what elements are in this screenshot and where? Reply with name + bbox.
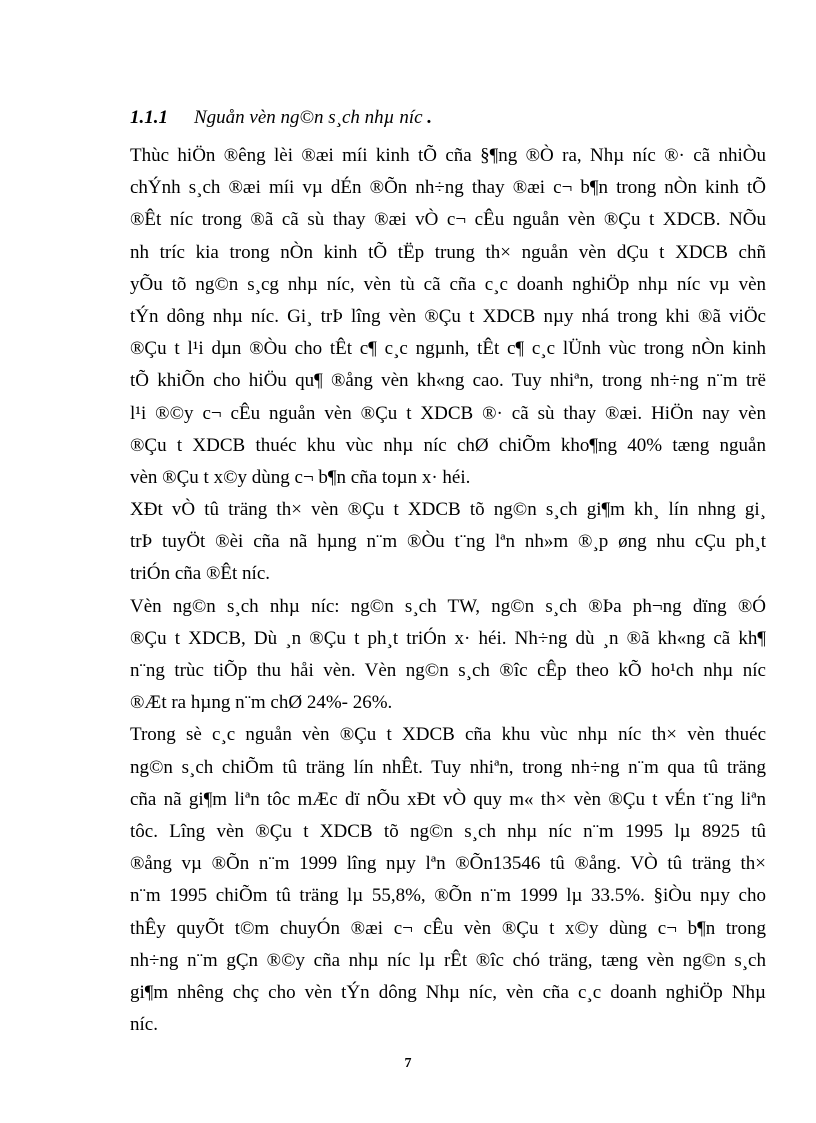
section-title: Nguån vèn ng©n s¸ch nhµ níc <box>194 107 423 128</box>
text-line: ®ång vµ ®Õn n¨m 1999 lîng nµy lªn ®Õn13546 tû ®ång. VÒ tû träng th× <box>130 853 766 875</box>
text-line: ng©n s¸ch chiÕm tû träng lín nhÊt. Tuy nhiªn, trong nh÷ng n¨m qua tû träng <box>130 756 766 778</box>
text-line: ®Æt ra hµng n¨m chØ 24%- 26%. <box>130 692 393 714</box>
text-line: cña nã gi¶m liªn tôc mÆc dï nÕu xÐt vÒ quy m« th× vèn ®Çu t vÉn t¨ng liªn <box>130 788 766 810</box>
text-line: trÞ tuyÖt ®èi cña nã hµng n¨m ®Òu t¨ng lªn nh»m ®¸p øng nhu cÇu ph¸t <box>130 531 766 553</box>
section-heading <box>130 107 432 129</box>
text-line: ®Çu t XDCB thuéc khu vùc nhµ níc chØ chiÕm kho¶ng 40% tæng nguån <box>130 434 766 456</box>
text-line: XÐt vÒ tû träng th× vèn ®Çu t XDCB tõ ng©n s¸ch gi¶m kh¸ lín nhng gi¸ <box>130 499 766 521</box>
text-line: Vèn ng©n s¸ch nhµ níc: ng©n s¸ch TW, ng©n s¸ch ®Þa ph¬ng dïng ®Ó <box>130 595 766 617</box>
text-line: tÕ khiÕn cho hiÖu qu¶ ®ång vèn kh«ng cao. Tuy nhiªn, trong nh÷ng n¨m trë <box>130 370 766 392</box>
text-line: Trong sè c¸c nguån vèn ®Çu t XDCB cña khu vùc nhµ níc th× vèn thuéc <box>130 724 766 746</box>
text-line: nh÷ng n¨m gÇn ®©y cña nhµ níc lµ rÊt ®îc chó träng, tæng vèn ng©n s¸ch <box>130 949 766 971</box>
text-line: Thùc hiÖn ®êng lèi ®æi míi kinh tÕ cña §¶ng ®Ò ra, Nhµ níc ®· cã nhiÒu <box>130 145 766 166</box>
page-number: 7 <box>404 1056 412 1071</box>
section-number: 1.1.1 <box>130 107 168 128</box>
text-line: triÓn cña ®Êt níc. <box>130 563 271 585</box>
text-line: n¨m 1995 chiÕm tû träng lµ 55,8%, ®Õn n¨m 1999 lµ 33.5%. §iÒu nµy cho <box>130 885 766 907</box>
text-line: gi¶m nhêng chç cho vèn tÝn dông Nhµ níc, vèn cña c¸c doanh nghiÖp Nhµ <box>130 981 766 1003</box>
text-line: vèn ®Çu t x©y dùng c¬ b¶n cña toµn x· héi. <box>130 466 471 488</box>
text-line: thÊy quyÕt t©m chuyÓn ®æi c¬ cÊu vèn ®Çu t x©y dùng c¬ b¶n trong <box>130 917 766 939</box>
text-line: ®Êt níc trong ®ã cã sù thay ®æi vÒ c¬ cÊu nguån vèn ®Çu t XDCB. NÕu <box>130 209 766 231</box>
text-line: tôc. Lîng vèn ®Çu t XDCB tõ ng©n s¸ch nhµ níc n¨m 1995 lµ 8925 tû <box>130 820 766 842</box>
text-line: n¨ng trùc tiÕp thu håi vèn. Vèn ng©n s¸ch ®îc cÊp theo kÕ ho¹ch nhµ níc <box>130 660 766 681</box>
body-text <box>130 140 766 1041</box>
text-line: ®Çu t l¹i dµn ®Òu cho tÊt c¶ c¸c ngµnh, tÊt c¶ c¸c lÜnh vùc trong nÒn kinh <box>130 338 766 360</box>
text-line: l¹i ®©y c¬ cÊu nguån vèn ®Çu t XDCB ®· cã sù thay ®æi. HiÖn nay vèn <box>130 402 766 424</box>
text-line: ®Çu t XDCB, Dù ¸n ®Çu t ph¸t triÓn x· héi. Nh÷ng dù ¸n ®ã kh«ng cã kh¶ <box>130 627 766 649</box>
section-title-dot: . <box>427 107 433 128</box>
text-line: níc. <box>130 1014 158 1036</box>
text-line: chÝnh s¸ch ®æi míi vµ dÉn ®Õn nh÷ng thay ®æi c¬ b¶n trong nÒn kinh tÕ <box>130 177 766 199</box>
text-line: tÝn dông nhµ níc. Gi¸ trÞ lîng vèn ®Çu t XDCB nµy nhá trong khi ®ã viÖc <box>130 305 766 327</box>
text-line: yÕu tõ ng©n s¸cg nhµ níc, vèn tù cã cña c¸c doanh nghiÖp nhµ níc vµ vèn <box>130 273 766 295</box>
text-line: nh tríc kia trong nÒn kinh tÕ tËp trung th× nguån vèn dÇu t XDCB chñ <box>130 241 766 263</box>
